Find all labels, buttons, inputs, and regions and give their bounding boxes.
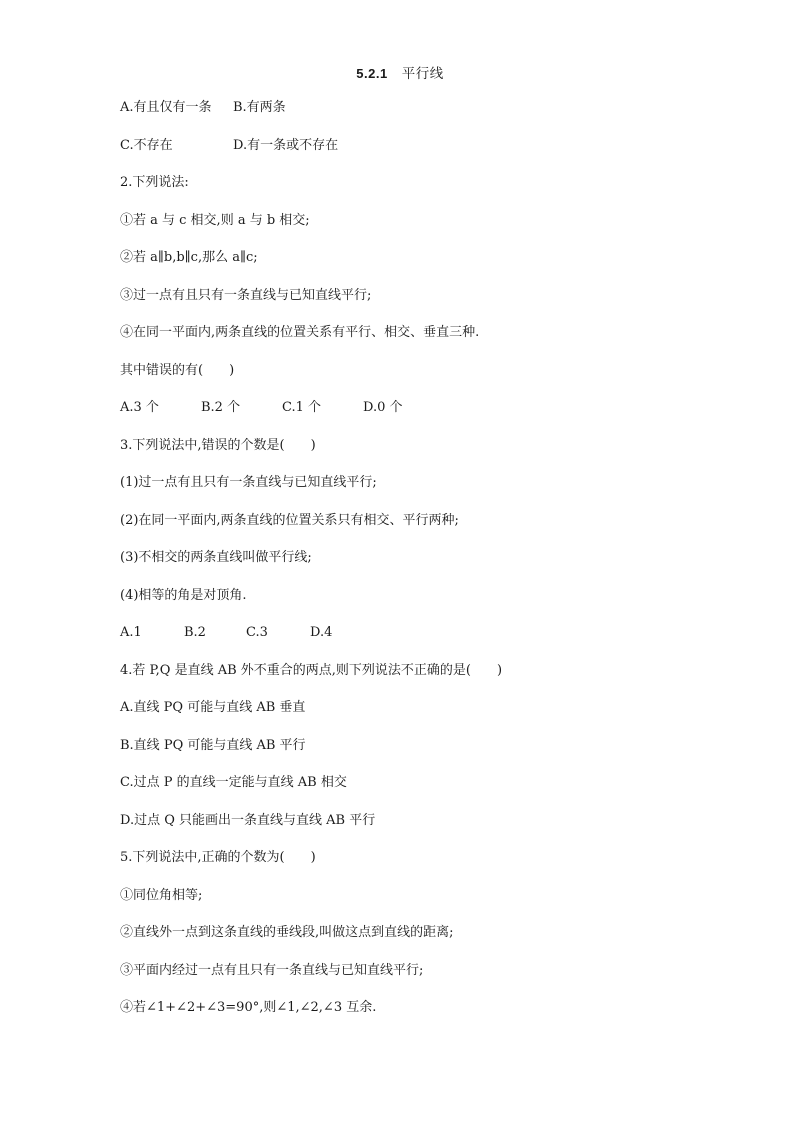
q1-option-b: B.有两条 — [233, 100, 286, 115]
q2-statement-4: ④在同一平面内,两条直线的位置关系有平行、相交、垂直三种. — [120, 325, 480, 340]
q5-stem: 5.下列说法中,正确的个数为( ) — [120, 850, 316, 865]
q1-option-a: A.有且仅有一条 — [120, 100, 212, 115]
q3-option-d: D.4 — [310, 625, 333, 640]
q2-stem: 2.下列说法: — [120, 175, 189, 190]
q3-statement-3: (3)不相交的两条直线叫做平行线; — [120, 550, 312, 565]
q5-statement-3: ③平面内经过一点有且只有一条直线与已知直线平行; — [120, 962, 424, 978]
q2-options — [120, 399, 740, 437]
q3-options — [120, 624, 740, 662]
q3-option-c: C.3 — [246, 625, 268, 640]
q4-option-d: D.过点 Q 只能画出一条直线与直线 AB 平行 — [120, 812, 376, 828]
q5-statement-1: ①同位角相等; — [120, 887, 203, 903]
q1-options-row-1 — [120, 99, 740, 137]
q2-option-d: D.0 个 — [363, 400, 403, 415]
q1-option-d: D.有一条或不存在 — [233, 137, 339, 153]
q1-option-c: C.不存在 — [120, 137, 173, 153]
q3-statement-1: (1)过一点有且只有一条直线与已知直线平行; — [120, 475, 377, 490]
q3-option-a: A.1 — [120, 625, 142, 640]
q3-statement-4: (4)相等的角是对顶角. — [120, 587, 247, 603]
section-number: 5.2.1 — [356, 66, 388, 81]
q4-stem: 4.若 P,Q 是直线 AB 外不重合的两点,则下列说法不正确的是( ) — [120, 662, 503, 678]
q2-option-a: A.3 个 — [120, 400, 159, 415]
q1-options-row-2 — [120, 137, 740, 175]
q5-statement-2: ②直线外一点到这条直线的垂线段,叫做这点到直线的距离; — [120, 925, 454, 940]
page-title — [0, 62, 800, 82]
q4-option-b: B.直线 PQ 可能与直线 AB 平行 — [120, 737, 306, 753]
q3-option-b: B.2 — [184, 625, 206, 640]
section-title: 平行线 — [401, 66, 444, 82]
q3-stem: 3.下列说法中,错误的个数是( ) — [120, 437, 316, 453]
q2-statement-1: ①若 a 与 c 相交,则 a 与 b 相交; — [120, 212, 310, 228]
q2-option-b: B.2 个 — [201, 400, 241, 415]
q2-statement-2: ②若 a∥b,b∥c,那么 a∥c; — [120, 250, 258, 265]
q4-option-a: A.直线 PQ 可能与直线 AB 垂直 — [120, 700, 306, 715]
q2-statement-3: ③过一点有且只有一条直线与已知直线平行; — [120, 287, 372, 303]
q5-statement-4: ④若∠1+∠2+∠3=90°,则∠1,∠2,∠3 互余. — [120, 1000, 377, 1015]
q4-option-c: C.过点 P 的直线一定能与直线 AB 相交 — [120, 775, 347, 790]
q2-question: 其中错误的有( ) — [120, 362, 235, 378]
q2-option-c: C.1 个 — [282, 400, 322, 415]
question-list — [120, 99, 740, 1037]
q3-statement-2: (2)在同一平面内,两条直线的位置关系只有相交、平行两种; — [120, 512, 459, 528]
